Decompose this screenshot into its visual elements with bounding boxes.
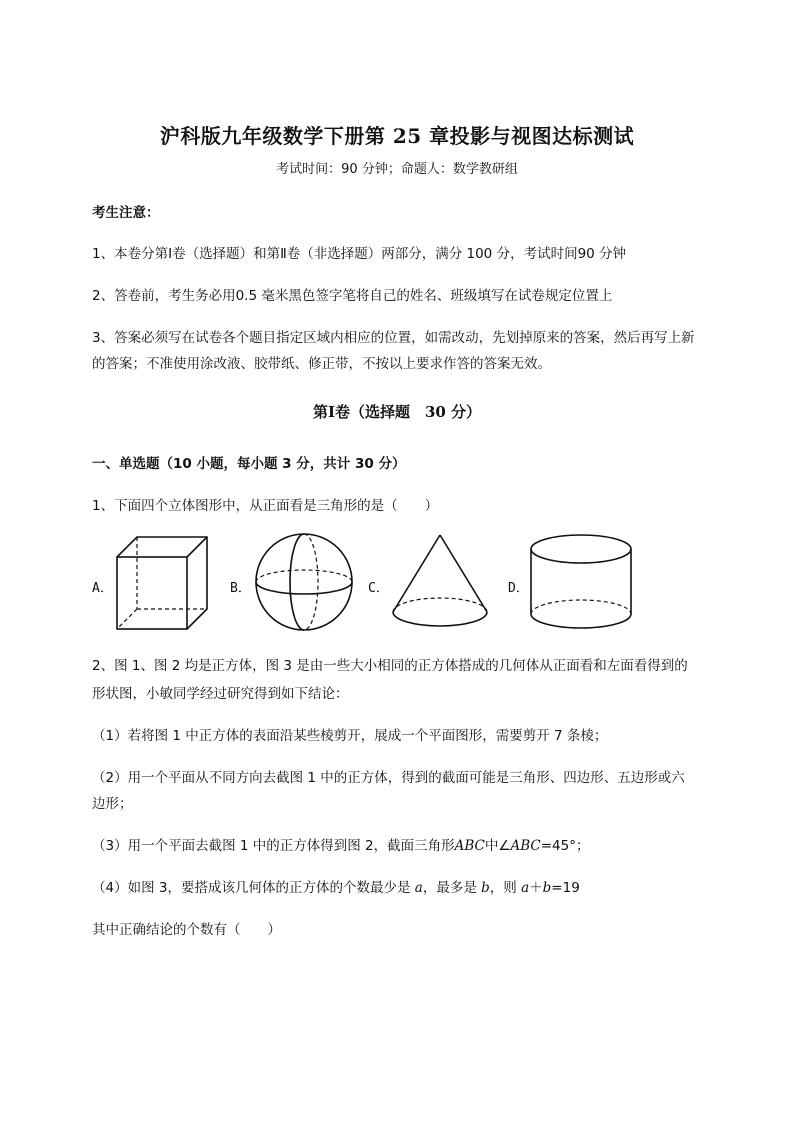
q2-c3-text-c: =45°；: [540, 838, 590, 854]
notice-item-3: 3、答案必须写在试卷各个题目指定区域内相应的位置，如需改动，先划掉原来的答案，然后再写上新: [92, 330, 695, 346]
q2-c3-text-b: 中∠: [484, 838, 511, 854]
q2-c4-var-a: a: [414, 880, 423, 896]
q1-stem: 1、下面四个立体图形中，从正面看是三角形的是（ ）: [92, 498, 439, 514]
q2-c4-text-d: =19: [551, 880, 580, 896]
q2-c4-text-b: ，最多是: [422, 880, 482, 896]
cylinder-icon: [528, 532, 634, 632]
q2-conclusion-2: （2）用一个平面从不同方向去截图 1 中的正方体，得到的截面可能是三角形、四边形、五边形或六: [92, 770, 685, 786]
q2-conclusion-4: [92, 876, 580, 896]
q2-c3-triangle: ABC: [454, 838, 485, 854]
page-title: 沪科版九年级数学下册第 25 章投影与视图达标测试: [159, 124, 635, 148]
q1-option-c: C．: [368, 581, 389, 596]
notice-item-3-cont: 的答案；不准使用涂改液、胶带纸、修正带，不按以上要求作答的答案无效。: [92, 356, 551, 372]
q1-option-a: A．: [92, 581, 113, 596]
q2-conclusion-1: （1）若将图 1 中正方体的表面沿某些棱剪开，展成一个平面图形，需要剪开 7 条棱；: [92, 728, 608, 744]
q2-c4-text-a: （4）如图 3，要搭成该几何体的正方体的个数最少是: [92, 880, 415, 896]
q2-c3-text-a: （3）用一个平面去截图 1 中的正方体得到图 2，截面三角形: [92, 838, 455, 854]
section-title: 第Ⅰ卷（选择题 30 分）: [312, 403, 482, 421]
q2-conclusion-3: [92, 834, 590, 854]
cube-icon: [112, 532, 212, 632]
q2-c4-expr-b: b: [542, 880, 552, 896]
q2-c3-angle: ABC: [510, 838, 541, 854]
q2-c4-plus: ＋: [529, 880, 543, 896]
q2-stem-line-1: 2、图 1、图 2 均是正方体，图 3 是由一些大小相同的正方体搭成的几何体从正面看和左面看得到的: [92, 658, 688, 674]
cone-icon: [390, 532, 490, 632]
part-heading: 一、单选题（10 小题，每小题 3 分，共计 30 分）: [92, 456, 406, 472]
notice-item-1: 1、本卷分第Ⅰ卷（选择题）和第Ⅱ卷（非选择题）两部分，满分 100 分，考试时间90 分钟: [92, 246, 627, 262]
notice-heading: 考生注意：: [92, 205, 160, 221]
q2-c4-text-c: ，则: [489, 880, 522, 896]
notice-item-2: 2、答卷前，考生务必用0.5 毫米黑色签字笔将自己的姓名、班级填写在试卷规定位置上: [92, 288, 613, 304]
q2-stem-line-2: 形状图，小敏同学经过研究得到如下结论：: [92, 686, 349, 702]
q1-option-b: B．: [230, 581, 251, 596]
q2-c4-var-b: b: [481, 880, 490, 896]
exam-subtitle: 考试时间：90 分钟；命题人：数学教研组: [276, 162, 518, 177]
q2-question: 其中正确结论的个数有（ ）: [92, 922, 281, 938]
q2-conclusion-2-cont: 边形；: [92, 796, 133, 812]
q2-c4-expr-a: a: [521, 880, 530, 896]
sphere-icon: [250, 532, 358, 632]
q1-option-d: D．: [508, 581, 529, 596]
